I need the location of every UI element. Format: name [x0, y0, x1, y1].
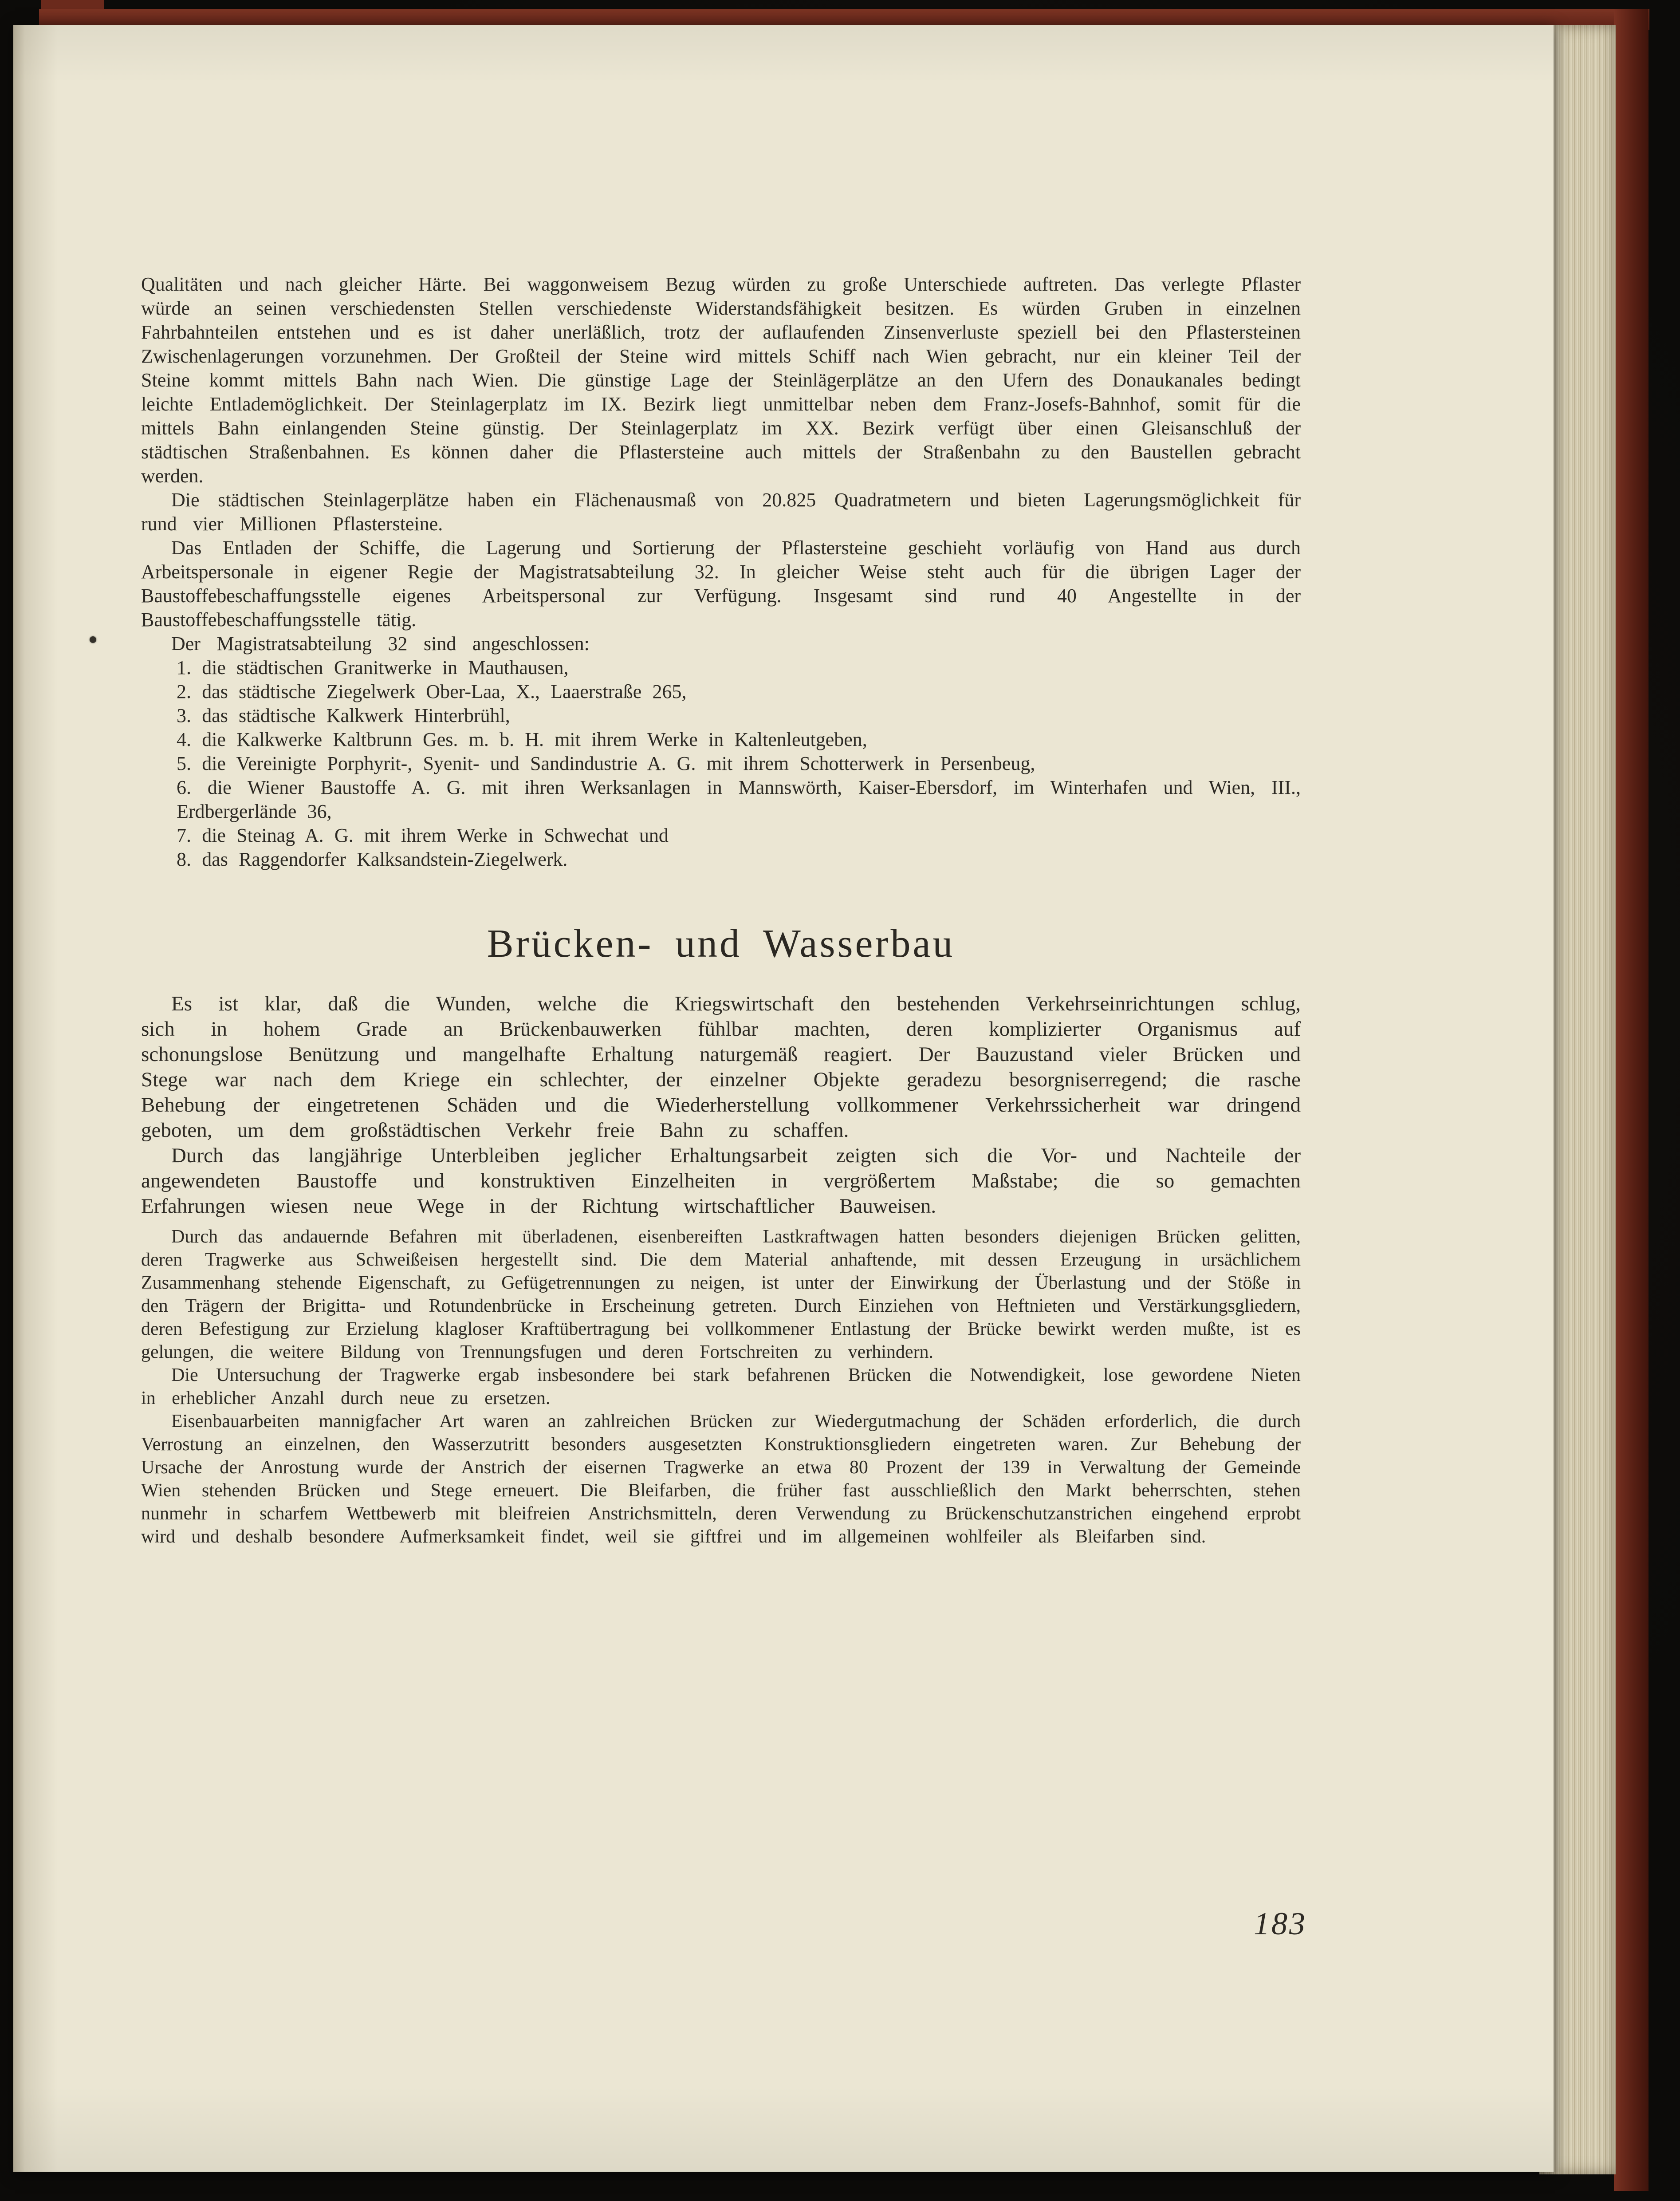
list-item: 1. die städtischen Granitwerke in Mauthausen, [177, 657, 569, 678]
paragraph: Das Entladen der Schiffe, die Lagerung und Sortierung der Pflastersteine geschieht vorläufig von Hand aus durch Arbeitspersonale in eigener Regie der Magistratsabteilung 32. In gleicher Weise steht auch für die übrigen Lager der Baustoffebeschaffungsstelle eigenes Arbeitspersonal zur Verfügung. Insgesamt sind rund 40 Angestellte in der Baustoffebeschaffungsstelle tätig. [141, 537, 1301, 631]
list-item: 7. die Steinag A. G. mit ihrem Werke in Schwechat und [177, 824, 669, 846]
page-number: 183 [1254, 1906, 1307, 1941]
book-cover-edge-right [1614, 9, 1649, 2191]
paragraph: Der Magistratsabteilung 32 sind angeschlossen: [171, 633, 590, 655]
book-page [13, 25, 1554, 2172]
section-heading: Brücken- und Wasserbau [487, 922, 955, 966]
list-item: 2. das städtische Ziegelwerk Ober-Laa, X., Laaerstraße 265, [177, 681, 687, 702]
paragraph: Durch das langjährige Unterbleiben jeglicher Erhaltungsarbeit zeigten sich die Vor- und Nachteile der angewendeten Baustoffe und konstruktiven Einzelheiten in vergrößertem Maßstabe; die so gemachten Erfahrungen wiesen neue Wege in der Richtung wirtschaftlicher Bauweisen. [141, 1144, 1301, 1218]
list-item: 5. die Vereinigte Porphyrit-, Syenit- und Sandindustrie A. G. mit ihrem Schotterwerk in Persenbeug, [177, 753, 1035, 774]
paragraph: Eisenbauarbeiten mannigfacher Art waren an zahlreichen Brücken zur Wiedergutmachung der Schäden erforderlich, die durch Verrostung an einzelnen, den Wasserzutritt besonders ausgesetzten Konstruktionsgliedern eingetreten waren. Zur Behebung der Ursache der Anrostung wurde der Anstrich der eisernen Tragwerke an etwa 80 Prozent der 139 in Verwaltung der Gemeinde Wien stehenden Brücken und Stege erneuert. Die Bleifarben, die früher fast ausschließlich den Markt beherrschten, stehen nunmehr in scharfem Wettbewerb mit bleifreien Anstrichsmitteln, deren Verwendung zu Brückenschutzanstrichen eingehend erprobt wird und deshalb besondere Aufmerksamkeit findet, weil sie giftfrei und im allgemeinen wohlfeiler als Bleifarben sind. [141, 1411, 1301, 1547]
paragraph: Qualitäten und nach gleicher Härte. Bei waggonweisem Bezug würden zu große Unterschiede auftreten. Das verlegte Pflaster würde an seinen verschiedensten Stellen verschiedenste Widerstandsfähigkeit besitzen. Es würden Gruben in einzelnen Fahrbahnteilen entstehen und es ist daher unerläßlich, trotz der auflaufenden Zinsenverluste speziell bei den Pflastersteinen Zwischenlagerungen vorzunehmen. Der Großteil der Steine wird mittels Schiff nach Wien gebracht, nur ein kleiner Teil der Steine kommt mittels Bahn nach Wien. Die günstige Lage der Steinlägerplätze an den Ufern des Donaukanales bedingt leichte Entlademöglichkeit. Der Steinlagerplatz im IX. Bezirk liegt unmittelbar neben dem Franz-Josefs-Bahnhof, somit für die mittels Bahn einlangenden Steine günstig. Der Steinlagerplatz im XX. Bezirk verfügt über einen Gleisanschluß der städtischen Straßenbahnen. Es können daher die Pflastersteine auch mittels der Straßenbahn zu den Baustellen gebracht werden. [141, 273, 1301, 487]
paragraph: Es ist klar, daß die Wunden, welche die Kriegswirtschaft den bestehenden Verkehrseinrichtungen schlug, sich in hohem Grade an Brückenbauwerken fühlbar machten, deren komplizierter Organismus auf schonungslose Benützung und mangelhafte Erhaltung naturgemäß reagiert. Der Bauzustand vieler Brücken und Stege war nach dem Kriege ein schlechter, der einzelner Objekte geradezu besorgniserregend; die rasche Behebung der eingetretenen Schäden und die Wiederherstellung vollkommener Verkehrssicherheit war dringend geboten, um dem großstädtischen Verkehr freie Bahn zu schaffen. [141, 992, 1301, 1142]
paragraph: Die städtischen Steinlagerplätze haben ein Flächenausmaß von 20.825 Quadratmetern und bieten Lagerungsmöglichkeit für rund vier Millionen Pflastersteine. [141, 489, 1301, 535]
margin-mark-dot [90, 636, 96, 643]
text-block [141, 272, 1301, 1548]
list-item: 6. die Wiener Baustoffe A. G. mit ihren Werksanlagen in Mannswörth, Kaiser-Ebersdorf, im Winterhafen und Wien, III., Erdbergerlände 36, [177, 777, 1301, 822]
paragraph: Die Untersuchung der Tragwerke ergab insbesondere bei stark befahrenen Brücken die Notwendigkeit, lose gewordene Nieten in erheblicher Anzahl durch neue zu ersetzen. [141, 1365, 1301, 1408]
paragraph: Durch das andauernde Befahren mit überladenen, eisenbereiften Lastkraftwagen hatten besonders diejenigen Brücken gelitten, deren Tragwerke aus Schweißeisen hergestellt sind. Die dem Material anhaftende, mit dessen Erzeugung in ursächlichem Zusammenhang stehende Eigenschaft, zu Gefügetrennungen zu neigen, ist unter der Einwirkung der Überlastung und der Stöße in den Trägern der Brigitta- und Rotundenbrücke in Erscheinung getreten. Durch Einziehen von Heftnieten und Verstärkungsgliedern, deren Befestigung zur Erzielung klagloser Kraftübertragung bei vollkommener Entlastung der Brücke bewirkt werden mußte, ist es gelungen, die weitere Bildung von Trennungsfugen und deren Fortschreiten zu verhindern. [141, 1227, 1301, 1362]
list-item: 4. die Kalkwerke Kaltbrunn Ges. m. b. H. mit ihrem Werke in Kaltenleutgeben, [177, 729, 867, 750]
list-item: 8. das Raggendorfer Kalksandstein-Ziegelwerk. [177, 848, 568, 870]
list-item: 3. das städtische Kalkwerk Hinterbrühl, [177, 705, 510, 726]
